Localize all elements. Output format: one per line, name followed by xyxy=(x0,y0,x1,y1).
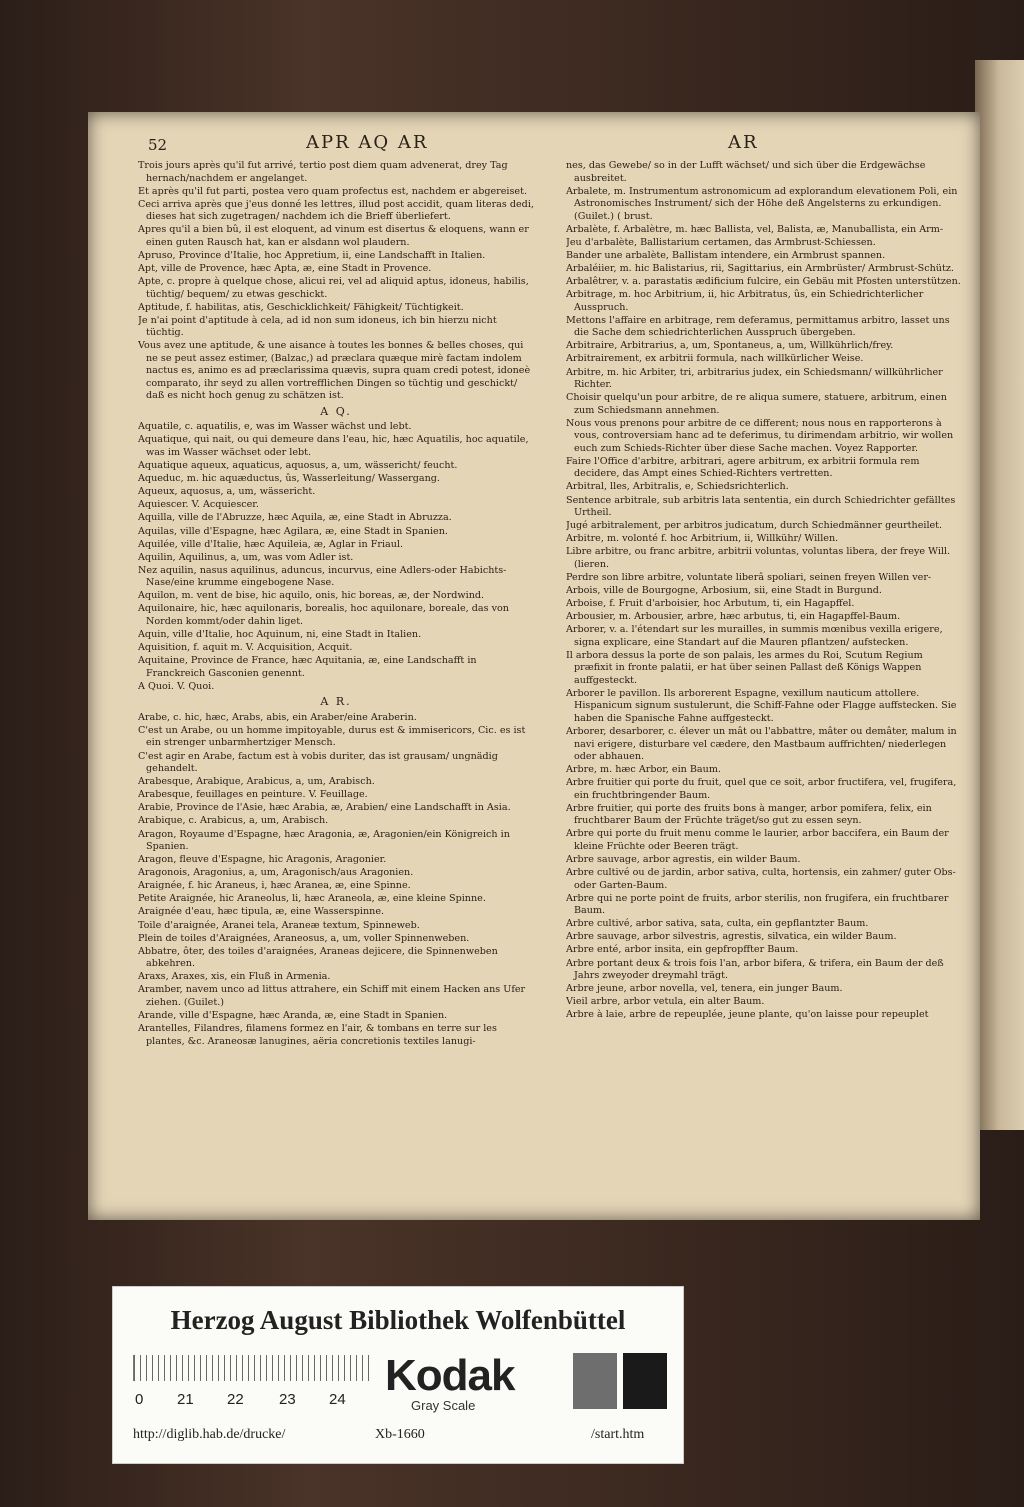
dictionary-entry: C'est agir en Arabe, factum est à vobis duriter, das ist grausam/ ungnädig gehandelt. xyxy=(138,750,498,775)
dictionary-entry: Aquitaine, Province de France, hæc Aquitania, æ, eine Landschafft in Franckreich Gasconien genennt. xyxy=(138,655,477,679)
gray-scale-label: Gray Scale xyxy=(411,1398,476,1413)
library-name: Herzog August Bibliothek Wolfenbüttel xyxy=(170,1305,626,1335)
dictionary-entry: Arbalêtrer, v. a. parastatis ædificium fulcire, ein Gebäu mit Pfosten unterstützen. xyxy=(566,276,961,288)
dictionary-entry: Arbre jeune, arbor novella, vel, tenera, ein junger Baum. xyxy=(566,983,843,995)
dictionary-entry: Vous avez une aptitude, & une aisance à toutes les bonnes & belles choses, qui ne se peut assez estimer, (Balzac,) ad præclara quæque mirè factam indolem nactus es, animo es ad præclarissima quævis, supra quam credi potest, idoneè comparato, ihr seyd zu allen vortrefflichen Dingen so tüchtig und geschickt/ daß es nicht hoch genug zu schätzen ist. xyxy=(138,340,531,402)
dictionary-entry: Arbre portant deux & trois fois l'an, arbor bifera, & trifera, ein Baum der deß Jahrs zweyoder dreymahl trägt. xyxy=(566,957,944,982)
dictionary-entry: Perdre son libre arbitre, voluntate liberâ spoliari, seinen freyen Willen ver- xyxy=(566,571,932,583)
dictionary-entry: Nez aquilin, nasus aquilinus, aduncus, incurvus, eine Adlers-oder Habichts-Nase/eine krumme eingebogene Nase. xyxy=(138,564,507,589)
dictionary-entry: Abbatre, ôter, des toiles d'araignées, Araneas dejicere, die Spinnenweben abkehren. xyxy=(138,945,498,970)
dictionary-entry: Bander une arbalète, Ballistam intendere, ein Armbrust spannen. xyxy=(566,249,886,261)
dictionary-entry: Aquilla, ville de l'Abruzze, hæc Aquila, æ, eine Stadt in Abruzza. xyxy=(138,512,452,524)
left-column xyxy=(138,160,534,1049)
dictionary-entry: Arbre à laie, arbre de repeuplée, jeune plante, qu'on laisse pour repeuplet xyxy=(566,1009,929,1021)
dictionary-entry: Arbitral, lles, Arbitralis, e, Schiedsrichterlich. xyxy=(566,481,789,493)
dictionary-entry: Aquisition, f. aquit m. V. Acquisition, Acquit. xyxy=(138,642,353,654)
dictionary-entry: Araxs, Araxes, xis, ein Fluß in Armenia. xyxy=(138,971,331,983)
shelfmark: Xb-1660 xyxy=(375,1427,425,1442)
dictionary-entry: Aramber, navem unco ad littus attrahere, ein Schiff mit einem Hacken ans Ufer ziehen. (Guilet.) xyxy=(138,984,526,1008)
dictionary-entry: Choisir quelqu'un pour arbitre, de re aliqua sumere, statuere, arbitrum, einen zum Schiedsmann annehmen. xyxy=(566,392,947,416)
dictionary-entry: Et après qu'il fut parti, postea vero quam profectus est, nachdem er abgereiset. xyxy=(138,185,528,197)
ruler-number: 24 xyxy=(329,1391,346,1408)
dictionary-entry: Arborer, desarborer, c. élever un mât ou l'abbattre, mâter ou demâter, malum in navi erigere, disturbare vel cædere, den Mastbaum auffrichten/ niederlegen oder abhauen. xyxy=(566,726,957,763)
dictionary-entry: Toile d'araignée, Aranei tela, Araneæ textum, Spinneweb. xyxy=(138,919,420,931)
running-head-left: APR AQ AR xyxy=(306,132,429,153)
dictionary-entry: Aquatique aqueux, aquaticus, aquosus, a, um, wässericht/ feucht. xyxy=(138,460,458,472)
dictionary-entry: Arbitrage, m. hoc Arbitrium, ii, hic Arbitratus, ûs, ein Schiedrichterlicher Ausspruch. xyxy=(566,289,924,313)
dictionary-entry: Petite Araignée, hic Araneolus, li, hæc Araneola, æ, eine kleine Spinne. xyxy=(138,893,486,905)
dictionary-entry: Aquilin, Aquilinus, a, um, was vom Adler ist. xyxy=(138,551,354,563)
dictionary-entry: Faire l'Office d'arbitre, arbitrari, agere arbitrum, ex arbitrii formula rem decidere, das Ampt eines Schied-Richters vertretten. xyxy=(566,455,920,480)
catalog-url[interactable]: http://diglib.hab.de/drucke/ xyxy=(133,1427,286,1442)
dictionary-entry: Arande, ville d'Espagne, hæc Aranda, æ, eine Stadt in Spanien. xyxy=(138,1010,448,1022)
dictionary-entry: Sentence arbitrale, sub arbitris lata sententia, ein durch Schiedrichter gefälltes Urtheil. xyxy=(566,494,956,518)
adjacent-page-edge xyxy=(975,60,1024,1130)
dictionary-entry: Aragon, fleuve d'Espagne, hic Aragonis, Aragonier. xyxy=(138,854,387,866)
dictionary-entry: Arbitraire, Arbitrarius, a, um, Spontaneus, a, um, Willkührlich/frey. xyxy=(566,340,894,352)
dictionary-entry: Arbitrairement, ex arbitrii formula, nach willkürlicher Weise. xyxy=(566,353,864,365)
dictionary-entry: Arabie, Province de l'Asie, hæc Arabia, æ, Arabien/ eine Landschafft in Asia. xyxy=(138,802,511,814)
dictionary-entry: Arantelles, Filandres, filamens formez en l'air, & tombans en terre sur les plantes, &c. Araneosæ lanugines, aëria concretionis textiles lanugi- xyxy=(138,1023,497,1047)
ruler-number: 22 xyxy=(227,1391,244,1408)
dictionary-entry: A Quoi. V. Quoi. xyxy=(138,680,215,692)
dictionary-entry: Nous vous prenons pour arbitre de ce different; nous nous en rapporterons à vous, controversiam hanc ad te deferimus, tu dirimendam arbitrio, wir wollen euch zum Schieds-Richter über diese Sache machen. Voyez Rapporter. xyxy=(566,417,954,454)
dictionary-entry: Apt, ville de Provence, hæc Apta, æ, eine Stadt in Provence. xyxy=(138,262,432,274)
right-column xyxy=(566,160,962,1022)
dictionary-entry: Araignée d'eau, hæc tipula, æ, eine Wasserspinne. xyxy=(138,906,385,918)
book-page xyxy=(88,112,980,1220)
dictionary-entry: Apte, c. propre à quelque chose, alicui rei, vel ad aliquid aptus, idoneus, habilis, tüchtig/ bequem/ zu etwas geschickt. xyxy=(138,276,529,300)
running-head-right: AR xyxy=(728,132,759,153)
dictionary-entry: Arborer, v. a. l'étendart sur les murailles, in summis mœnibus vexilla erigere, signa explicare, eine Standart auf die Mauren pflantzen/ aufstecken. xyxy=(566,624,943,648)
dictionary-entry: Mettons l'affaire en arbitrage, rem deferamus, permittamus arbitro, lasset uns die Sache dem schiedrichterlichen Ausspruch übergeben. xyxy=(566,314,950,339)
dictionary-entry: Arbre fruitier qui porte du fruit, quel que ce soit, arbor fructifera, vel, frugifera, ein fruchtbringender Baum. xyxy=(566,777,957,801)
dictionary-entry: Arabique, c. Arabicus, a, um, Arabisch. xyxy=(138,815,329,827)
dictionary-entry: Trois jours après qu'il fut arrivé, tertio post diem quam advenerat, drey Tag hernach/nachdem er angelanget. xyxy=(138,160,508,184)
ruler-number: 23 xyxy=(279,1391,296,1408)
dictionary-entry: Aquiescer. V. Acquiescer. xyxy=(138,499,259,511)
dictionary-entry: Arbalète, f. Arbalètre, m. hæc Ballista, vel, Balista, æ, Manuballista, ein Arm- xyxy=(566,223,944,235)
start-url[interactable]: /start.htm xyxy=(591,1427,645,1442)
dictionary-entry: Ceci arriva après que j'eus donné les lettres, illud post accidit, quam literas dedi, dieses hat sich zugetragen/ nachdem ich die Brieff überliefert. xyxy=(138,198,534,223)
dictionary-entry: Aqueduc, m. hic aquæductus, ûs, Wasserleitung/ Wassergang. xyxy=(138,473,440,485)
dictionary-entry: Arbre fruitier, qui porte des fruits bons à manger, arbor pomifera, felix, ein fruchtbarer Baum der Früchte träget/so gut zu essen seyn. xyxy=(566,802,932,827)
dictionary-entry: Aquin, ville d'Italie, hoc Aquinum, ni, eine Stadt in Italien. xyxy=(138,629,422,641)
dictionary-entry: Aquilas, ville d'Espagne, hæc Agilara, æ, eine Stadt in Spanien. xyxy=(138,525,448,537)
dictionary-entry: Arbre, m. hæc Arbor, ein Baum. xyxy=(566,764,721,776)
kodak-logo: Kodak xyxy=(385,1351,515,1400)
dictionary-entry: Arabe, c. hic, hæc, Arabs, abis, ein Araber/eine Araberin. xyxy=(138,711,417,723)
dictionary-entry: Araignée, f. hic Araneus, i, hæc Aranea, æ, eine Spinne. xyxy=(138,880,411,892)
dictionary-entry: Arbitre, m. hic Arbiter, tri, arbitrarius judex, ein Schiedsmann/ willkührlicher Richter. xyxy=(566,366,943,391)
dictionary-entry: Aquilon, m. vent de bise, hic aquilo, onis, hic boreas, æ, der Nordwind. xyxy=(138,590,485,602)
dictionary-entry: Arbre qui ne porte point de fruits, arbor sterilis, non frugifera, ein fruchtbarer Baum. xyxy=(566,892,949,917)
section-heading: A Q. xyxy=(320,404,352,418)
dictionary-entry: Jeu d'arbalète, Ballistarium certamen, das Armbrust-Schiessen. xyxy=(566,236,876,248)
dictionary-entry: Je n'ai point d'aptitude à cela, ad id non sum idoneus, ich bin hierzu nicht tüchtig. xyxy=(138,314,497,339)
dictionary-entry: Aragon, Royaume d'Espagne, hæc Aragonia, æ, Aragonien/ein Königreich in Spanien. xyxy=(138,828,510,852)
dictionary-entry: Arbre sauvage, arbor silvestris, agrestis, silvatica, ein wilder Baum. xyxy=(566,931,897,943)
dictionary-entry: Vieil arbre, arbor vetula, ein alter Baum. xyxy=(566,996,765,1008)
dictionary-entry: Plein de toiles d'Araignées, Araneosus, a, um, voller Spinnenweben. xyxy=(138,932,470,944)
dictionary-entry: Arbalete, m. Instrumentum astronomicum ad explorandum elevationem Poli, ein Astronomisches Instrument/ sich der Höhe deß Angelsterns zu erkundigen. (Guilet.) ( brust. xyxy=(566,185,958,222)
dictionary-entry: Arbitre, m. volonté f. hoc Arbitrium, ii, Willkühr/ Willen. xyxy=(566,533,839,545)
library-target-card xyxy=(112,1286,684,1464)
dictionary-entry: Arabesque, Arabique, Arabicus, a, um, Arabisch. xyxy=(138,776,375,788)
dictionary-entry: Arbre cultivé, arbor sativa, sata, culta, ein gepflantzter Baum. xyxy=(566,918,869,930)
dictionary-entry: Arbre cultivé ou de jardin, arbor sativa, culta, hortensis, ein zahmer/ guter Obs-oder Garten-Baum. xyxy=(566,867,956,891)
dictionary-entry: Arbois, ville de Bourgogne, Arbosium, sii, eine Stadt in Burgund. xyxy=(566,584,882,596)
dictionary-entry: Apruso, Province d'Italie, hoc Appretium, ii, eine Landschafft in Italien. xyxy=(138,249,486,261)
dictionary-entry: Arboise, f. Fruit d'arboisier, hoc Arbutum, ti, ein Hagapffel. xyxy=(566,598,855,610)
dictionary-entry: Aptitude, f. habilitas, atis, Geschicklichkeit/ Fähigkeit/ Tüchtigkeit. xyxy=(138,301,464,313)
gray-swatch xyxy=(573,1353,617,1409)
dictionary-entry: Arabesque, feuillages en peinture. V. Feuillage. xyxy=(138,789,368,801)
dictionary-entry: Aragonois, Aragonius, a, um, Aragonisch/aus Aragonien. xyxy=(138,867,414,879)
black-swatch xyxy=(623,1353,667,1409)
dictionary-entry: Arborer le pavillon. Ils arborerent Espagne, vexillum nauticum attollere. Hispanicum signum sustulerunt, die Schiff-Fahne oder Flagge auffstecken. Sie haben die Spanische Fahne auffgesteckt. xyxy=(566,687,957,724)
dictionary-entry: Aquilée, ville d'Italie, hæc Aquileia, æ, Aglar in Friaul. xyxy=(138,538,404,550)
ruler-number: 0 xyxy=(135,1391,144,1408)
ruler-number: 21 xyxy=(177,1391,194,1408)
dictionary-entry: Arbre sauvage, arbor agrestis, ein wilder Baum. xyxy=(566,854,801,865)
dictionary-entry: Libre arbitre, ou franc arbitre, arbitrii voluntas, voluntas libera, der freye Will. (lieren. xyxy=(566,546,951,570)
section-heading: A R. xyxy=(320,695,352,709)
dictionary-entry: Jugé arbitralement, per arbitros judicatum, durch Schiedmänner geurtheilet. xyxy=(566,520,943,532)
dictionary-entry: Apres qu'il a bien bû, il est eloquent, ad vinum est disertus & eloquens, wann er einen guten Rausch hat, kan er alsdann wol plaudern. xyxy=(138,224,529,248)
dictionary-entry: Il arbora dessus la porte de son palais, les armes du Roi, Scutum Regium præfixit in fronte palatii, er hat über seinen Pallast deß Königs Wappen auffgesteckt. xyxy=(566,649,923,686)
dictionary-entry: Aquatile, c. aquatilis, e, was im Wasser wächst und lebt. xyxy=(138,421,412,433)
scale-ruler xyxy=(133,1355,370,1381)
page-number: 52 xyxy=(148,136,168,154)
dictionary-entry: Aquatique, qui nait, ou qui demeure dans l'eau, hic, hæc Aquatilis, hoc aquatile, was im Wasser wächset oder lebt. xyxy=(138,434,529,458)
dictionary-entry: Aquilonaire, hic, hæc aquilonaris, borealis, hoc aquilonare, boreale, das von Norden kommt/oder dahin liget. xyxy=(138,603,509,627)
dictionary-entry: Arbre enté, arbor insita, ein gepfropffter Baum. xyxy=(566,944,799,956)
dictionary-entry: C'est un Arabe, ou un homme impitoyable, durus est & immisericors, Cic. es ist ein strenger unbarmhertziger Mensch. xyxy=(138,724,526,749)
dictionary-entry: Aqueux, aquosus, a, um, wässericht. xyxy=(138,486,316,498)
dictionary-entry: Arbousier, m. Arbousier, arbre, hæc arbutus, ti, ein Hagapffel-Baum. xyxy=(566,611,901,623)
dictionary-entry: Arbaléiier, m. hic Balistarius, rii, Sagittarius, ein Armbrüster/ Armbrust-Schütz. xyxy=(566,262,954,274)
dictionary-entry: Arbre qui porte du fruit menu comme le laurier, arbor baccifera, ein Baum der kleine Früchte oder Beeren trägt. xyxy=(566,828,949,852)
dictionary-entry: nes, das Gewebe/ so in der Lufft wächset/ und sich über die Erdgewächse ausbreitet. xyxy=(566,160,926,184)
